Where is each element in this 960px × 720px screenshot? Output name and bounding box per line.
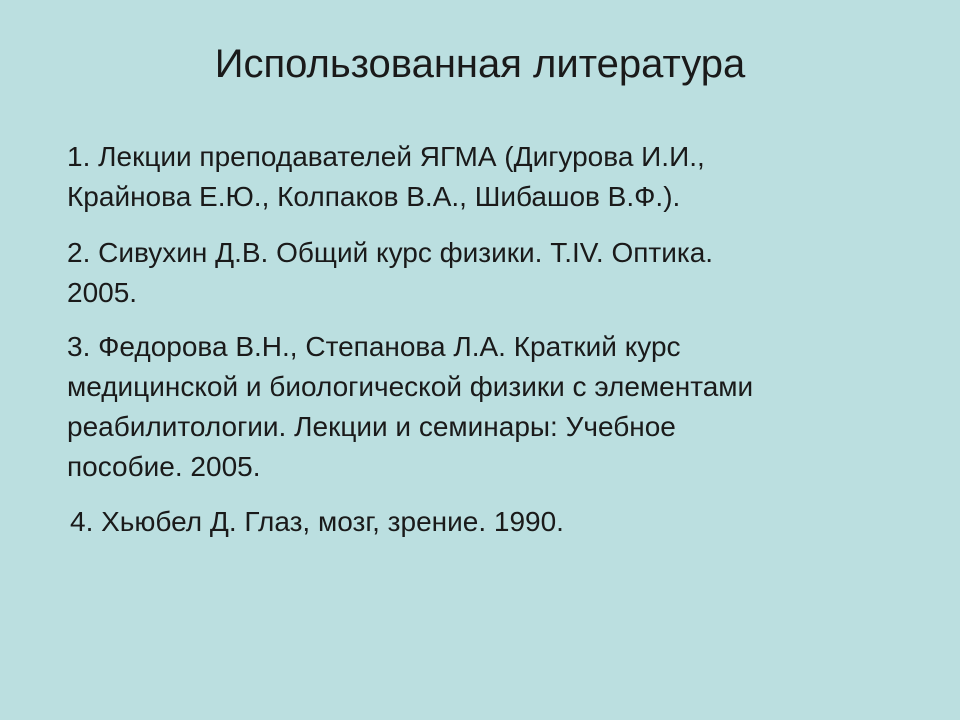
reference-item-1 xyxy=(67,137,887,217)
reference-1-line-1: 1. Лекции преподавателей ЯГМА (Дигурова И.И., xyxy=(67,141,705,172)
reference-3-line-1: 3. Федорова В.Н., Степанова Л.А. Краткий курс xyxy=(67,331,681,362)
reference-2-line-2: 2005. xyxy=(67,277,138,308)
reference-3-line-2: медицинской и биологической физики с элементами xyxy=(67,371,754,402)
slide-title: Использованная литература xyxy=(214,42,746,86)
reference-item-2 xyxy=(67,233,887,313)
reference-3-line-3: реабилитологии. Лекции и семинары: Учебное xyxy=(67,411,676,442)
reference-2-line-1: 2. Сивухин Д.В. Общий курс физики. T.IV. Оптика. xyxy=(67,237,714,268)
reference-3-line-4: пособие. 2005. xyxy=(67,451,261,482)
reference-item-3 xyxy=(67,327,887,487)
reference-item-4 xyxy=(70,502,890,542)
reference-1-line-2: Крайнова Е.Ю., Колпаков В.А., Шибашов В.Ф.). xyxy=(67,181,681,212)
reference-4-line-1: 4. Хьюбел Д. Глаз, мозг, зрение. 1990. xyxy=(70,506,564,537)
